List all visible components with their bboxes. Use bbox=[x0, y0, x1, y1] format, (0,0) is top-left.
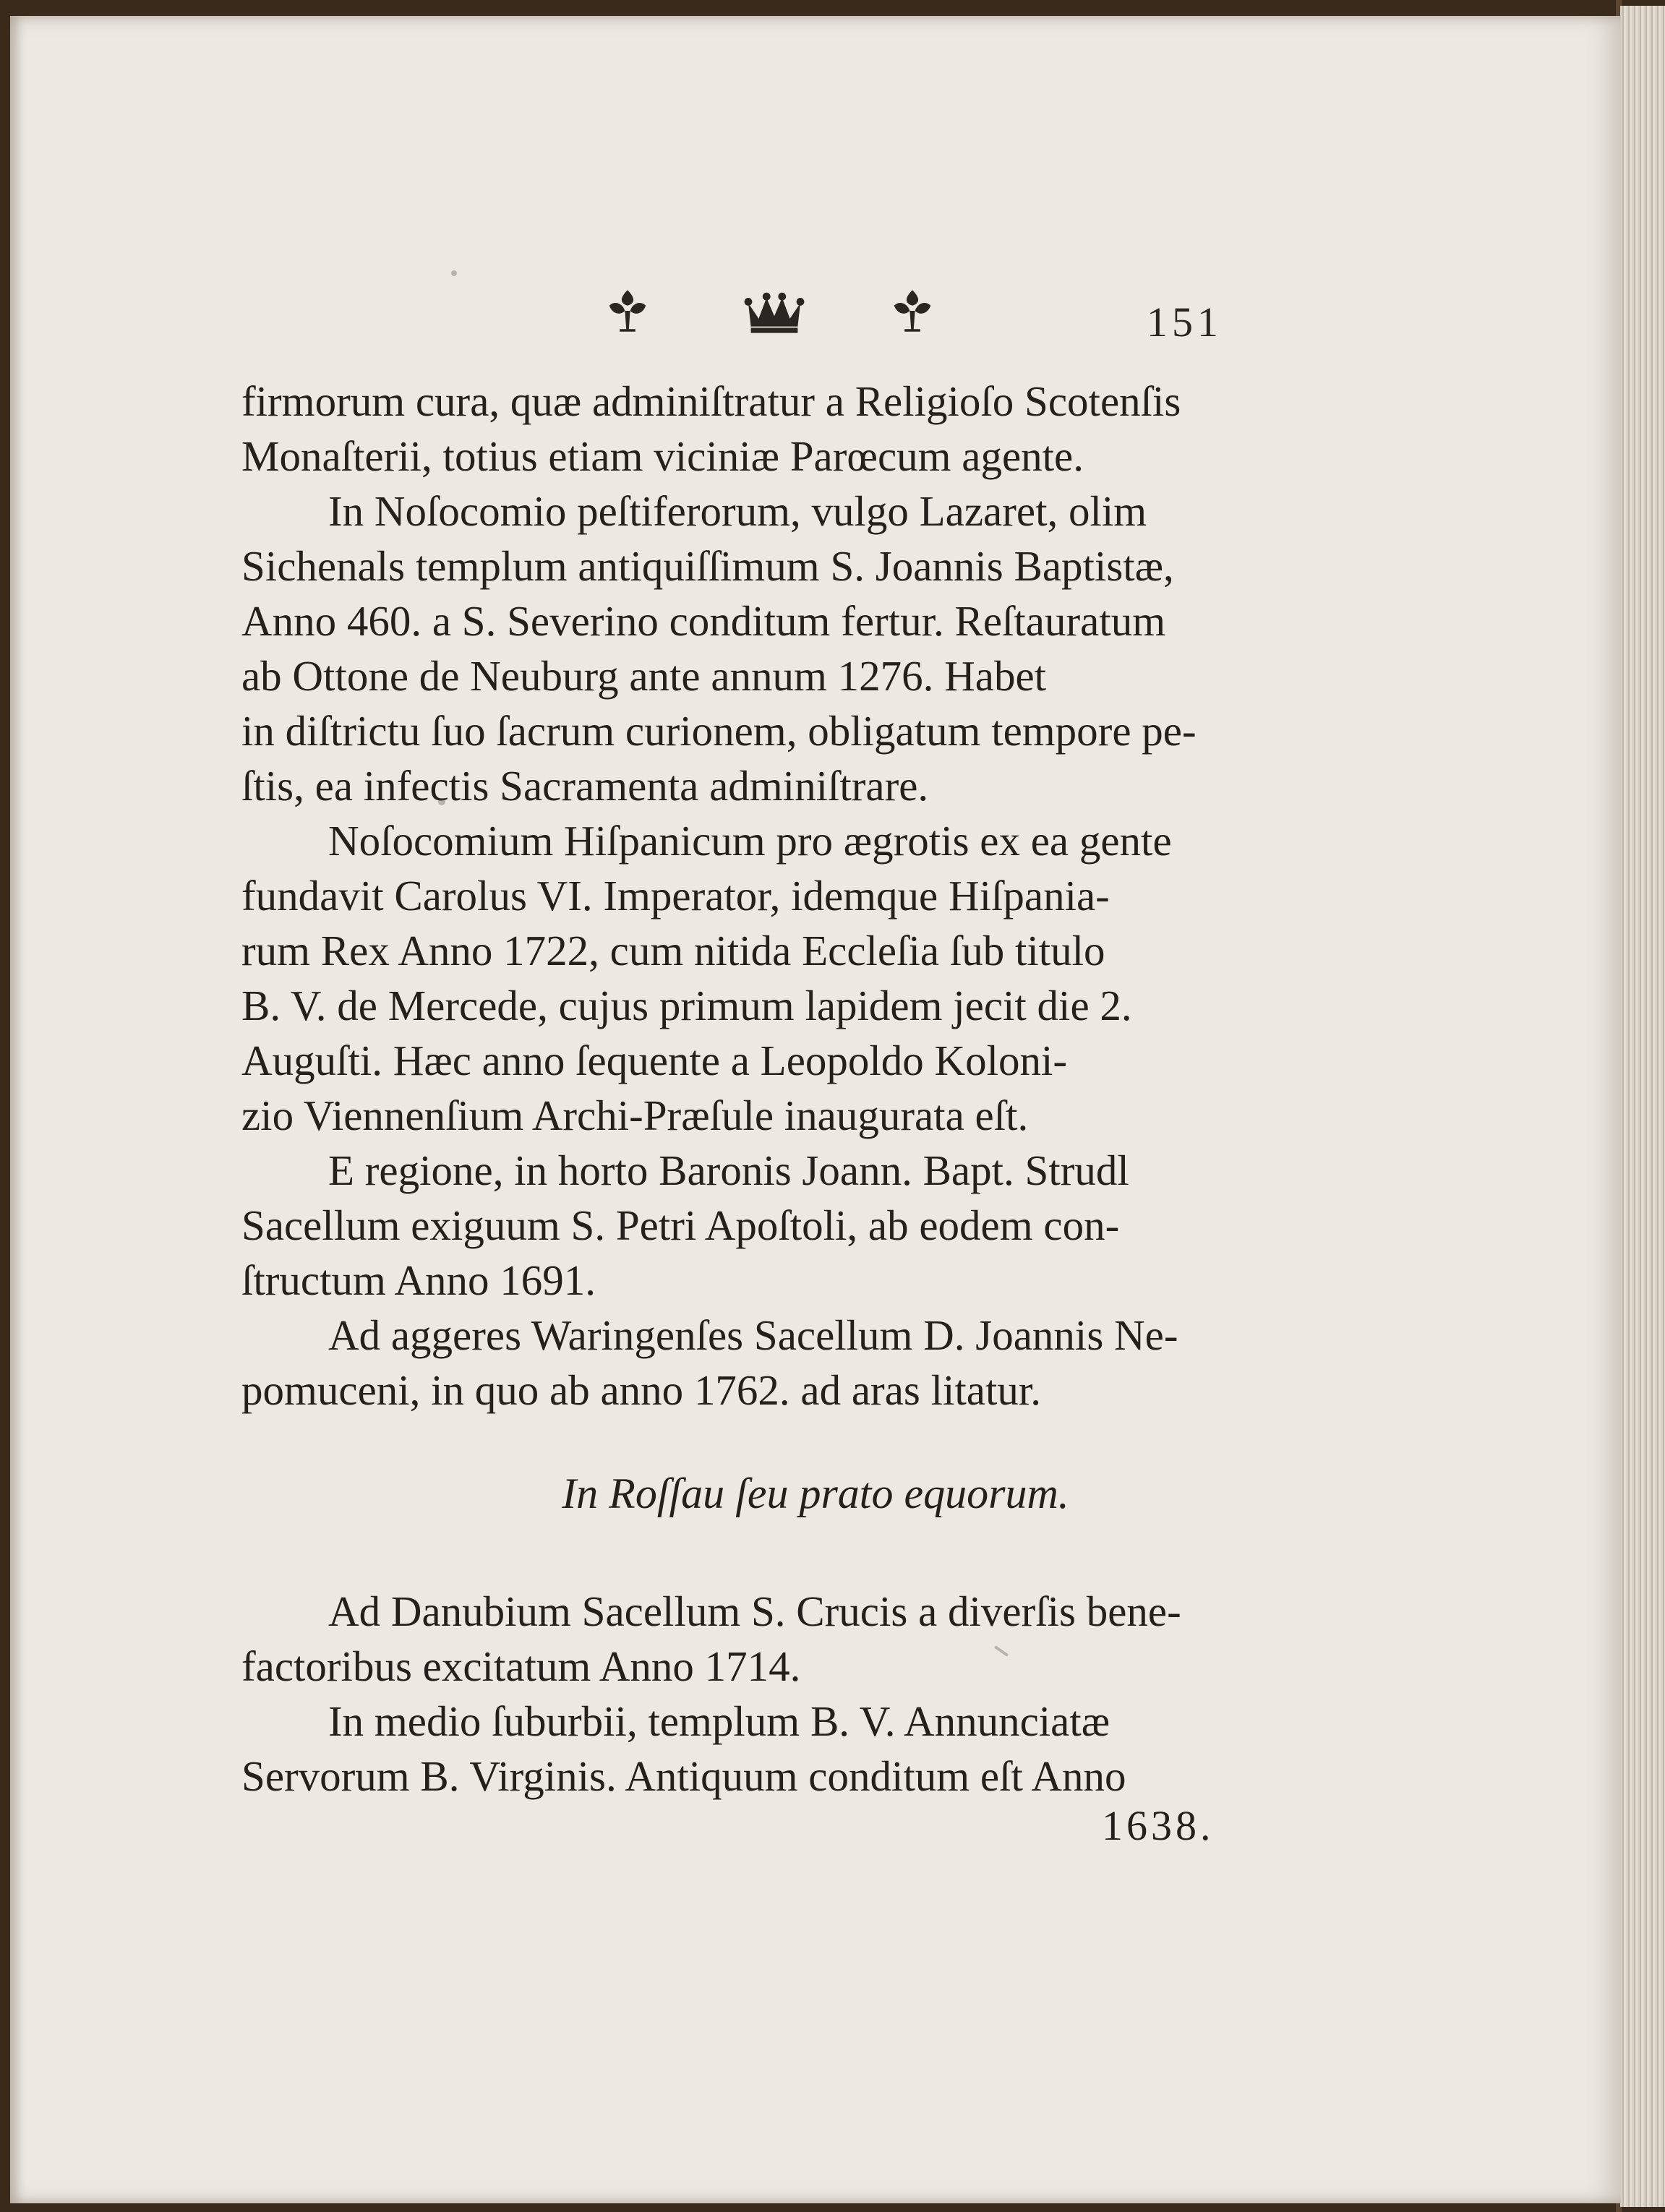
text-line: Anno 460. a S. Severino conditum fertur. Reſtauratum bbox=[241, 597, 1166, 645]
page-number: 151 bbox=[1147, 299, 1223, 346]
text-line: Ad Danubium Sacellum S. Crucis a diverſis bene- bbox=[328, 1587, 1181, 1635]
text-line: Sichenals templum antiquiſſimum S. Joannis Baptistæ, bbox=[241, 542, 1174, 590]
book-page bbox=[10, 16, 1621, 2203]
paper-speck bbox=[438, 798, 445, 805]
text-line: zio Viennenſium Archi-Præſule inaugurata eſt. bbox=[241, 1092, 1029, 1139]
text-line: in diſtrictu ſuo ſacrum curionem, obligatum tempore pe- bbox=[241, 707, 1197, 755]
text-line: pomuceni, in quo ab anno 1762. ad aras litatur. bbox=[241, 1366, 1041, 1414]
paper-speck bbox=[451, 270, 457, 276]
text-line: E regione, in horto Baronis Joann. Bapt. Strudl bbox=[328, 1146, 1129, 1194]
text-line: ſtis, ea infectis Sacramenta adminiſtrare. bbox=[241, 762, 929, 810]
section-heading: In Roſſau ſeu prato equorum. bbox=[562, 1470, 1069, 1517]
text-line: rum Rex Anno 1722, cum nitida Eccleſia ſub titulo bbox=[241, 927, 1105, 974]
section-text-block bbox=[241, 1583, 1290, 1803]
text-line: Servorum B. Virginis. Antiquum conditum eſt Anno bbox=[241, 1752, 1126, 1800]
text-line: Monaſterii, totius etiam viciniæ Parœcum agente. bbox=[241, 432, 1084, 480]
fleuron-icon bbox=[602, 285, 654, 337]
catchword: 1638. bbox=[1102, 1802, 1215, 1849]
text-line: Auguſti. Hæc anno ſequente a Leopoldo Koloni- bbox=[241, 1037, 1068, 1084]
crown-icon bbox=[742, 285, 807, 337]
text-line: Ad aggeres Waringenſes Sacellum D. Joannis Ne- bbox=[328, 1311, 1178, 1359]
page-stack-edges bbox=[1620, 6, 1665, 2207]
text-line: Sacellum exiguum S. Petri Apoſtoli, ab eodem con- bbox=[241, 1201, 1120, 1249]
text-line: B. V. de Mercede, cujus primum lapidem jecit die 2. bbox=[241, 982, 1132, 1029]
text-line: fundavit Carolus VI. Imperator, idemque Hiſpania- bbox=[241, 872, 1110, 919]
text-line: firmorum cura, quæ adminiſtratur a Religioſo Scotenſis bbox=[241, 377, 1181, 425]
text-line: In medio ſuburbii, templum B. V. Annunciatæ bbox=[328, 1697, 1110, 1745]
main-text-block bbox=[241, 374, 1290, 1418]
text-line: factoribus excitatum Anno 1714. bbox=[241, 1642, 801, 1690]
text-line: Noſocomium Hiſpanicum pro ægrotis ex ea gente bbox=[328, 817, 1172, 865]
text-line: ab Ottone de Neuburg ante annum 1276. Habet bbox=[241, 652, 1047, 700]
fleuron-icon bbox=[886, 285, 938, 337]
text-line: In Noſocomio peſtiferorum, vulgo Lazaret, olim bbox=[328, 487, 1147, 535]
running-header bbox=[10, 285, 1621, 350]
text-line: ſtructum Anno 1691. bbox=[241, 1256, 596, 1304]
